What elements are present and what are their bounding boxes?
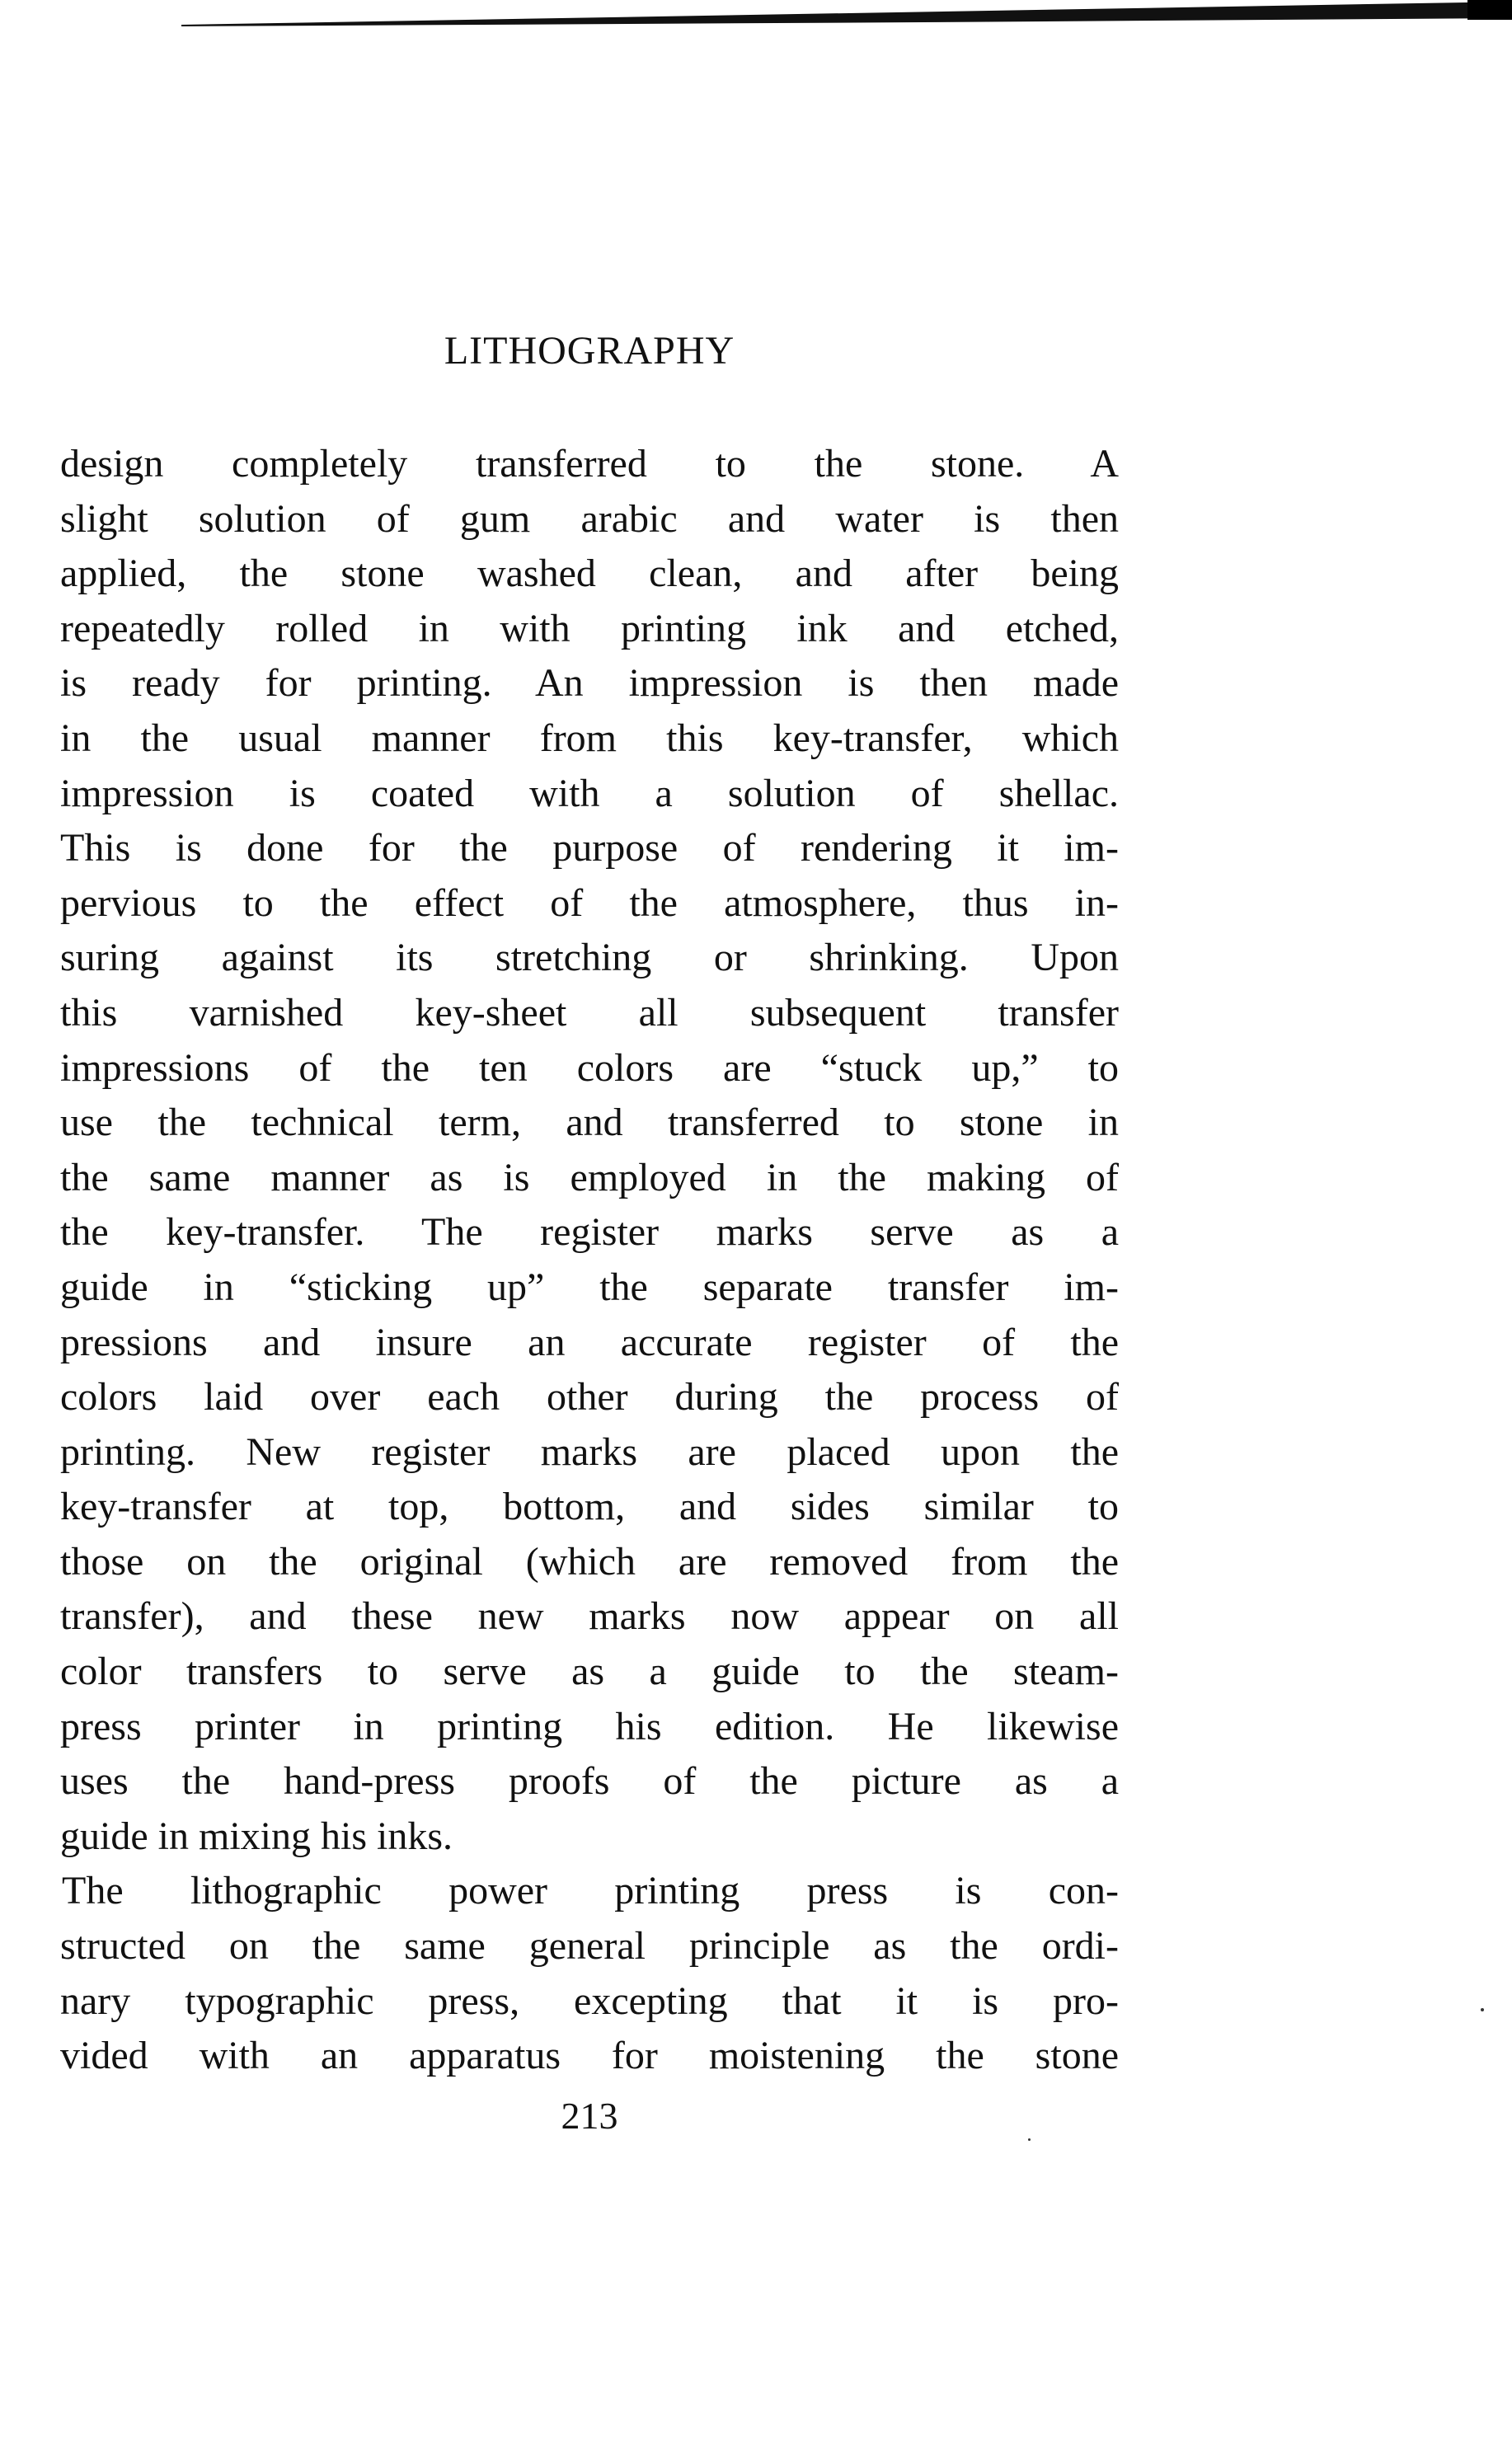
text-line: uses the hand-press proofs of the picture as a	[60, 1759, 1119, 1804]
text-line: those on the original (which are removed from the	[60, 1539, 1119, 1584]
text-line: applied, the stone washed clean, and after being	[60, 551, 1119, 596]
text-line: colors laid over each other during the process of	[60, 1375, 1119, 1420]
text-line: the key-transfer. The register marks serve as a	[60, 1210, 1119, 1255]
text-line: key-transfer at top, bottom, and sides similar to	[60, 1485, 1119, 1529]
text-line: pressions and insure an accurate register of the	[60, 1320, 1119, 1364]
text-line: transfer), and these new marks now appear on all	[60, 1594, 1119, 1639]
text-line: The lithographic power printing press is con-	[62, 1869, 1119, 1913]
text-line: repeatedly rolled in with printing ink and etched,	[60, 606, 1119, 650]
running-head: LITHOGRAPHY	[444, 329, 735, 373]
text-line: in the usual manner from this key-transfer, which	[60, 716, 1119, 760]
text-line: color transfers to serve as a guide to the steam-	[60, 1650, 1119, 1694]
text-line: design completely transferred to the stone. A	[60, 442, 1119, 486]
scan-speck	[1481, 2008, 1484, 2011]
text-line: This is done for the purpose of rendering it im-	[60, 826, 1119, 871]
text-line: guide in “sticking up” the separate transfer im-	[60, 1265, 1119, 1309]
text-line: guide in mixing his inks.	[60, 1814, 453, 1858]
text-line: slight solution of gum arabic and water is then	[60, 496, 1119, 541]
top-edge-rule	[181, 0, 1512, 26]
text-line: impression is coated with a solution of shellac.	[60, 771, 1119, 815]
text-line: the same manner as is employed in the making of	[60, 1155, 1119, 1199]
text-line: press printer in printing his edition. He likewise	[60, 1704, 1119, 1748]
body-text	[60, 437, 1119, 2084]
text-line: use the technical term, and transferred to stone in	[60, 1101, 1119, 1145]
text-line: vided with an apparatus for moistening the stone	[60, 2034, 1119, 2078]
text-line: structed on the same general principle as the ordi-	[60, 1924, 1119, 1969]
text-line: pervious to the effect of the atmosphere, thus in-	[60, 880, 1119, 925]
page-number: 213	[561, 2095, 618, 2137]
text-line: printing. New register marks are placed upon the	[60, 1429, 1119, 1474]
text-line: impressions of the ten colors are “stuck up,” to	[60, 1045, 1119, 1090]
text-line: is ready for printing. An impression is then made	[60, 661, 1119, 706]
scan-speck	[1028, 2138, 1031, 2141]
text-line: nary typographic press, excepting that it is pro-	[60, 1978, 1119, 2023]
text-line: suring against its stretching or shrinking. Upon	[60, 936, 1119, 980]
text-line: this varnished key-sheet all subsequent transfer	[60, 990, 1119, 1035]
